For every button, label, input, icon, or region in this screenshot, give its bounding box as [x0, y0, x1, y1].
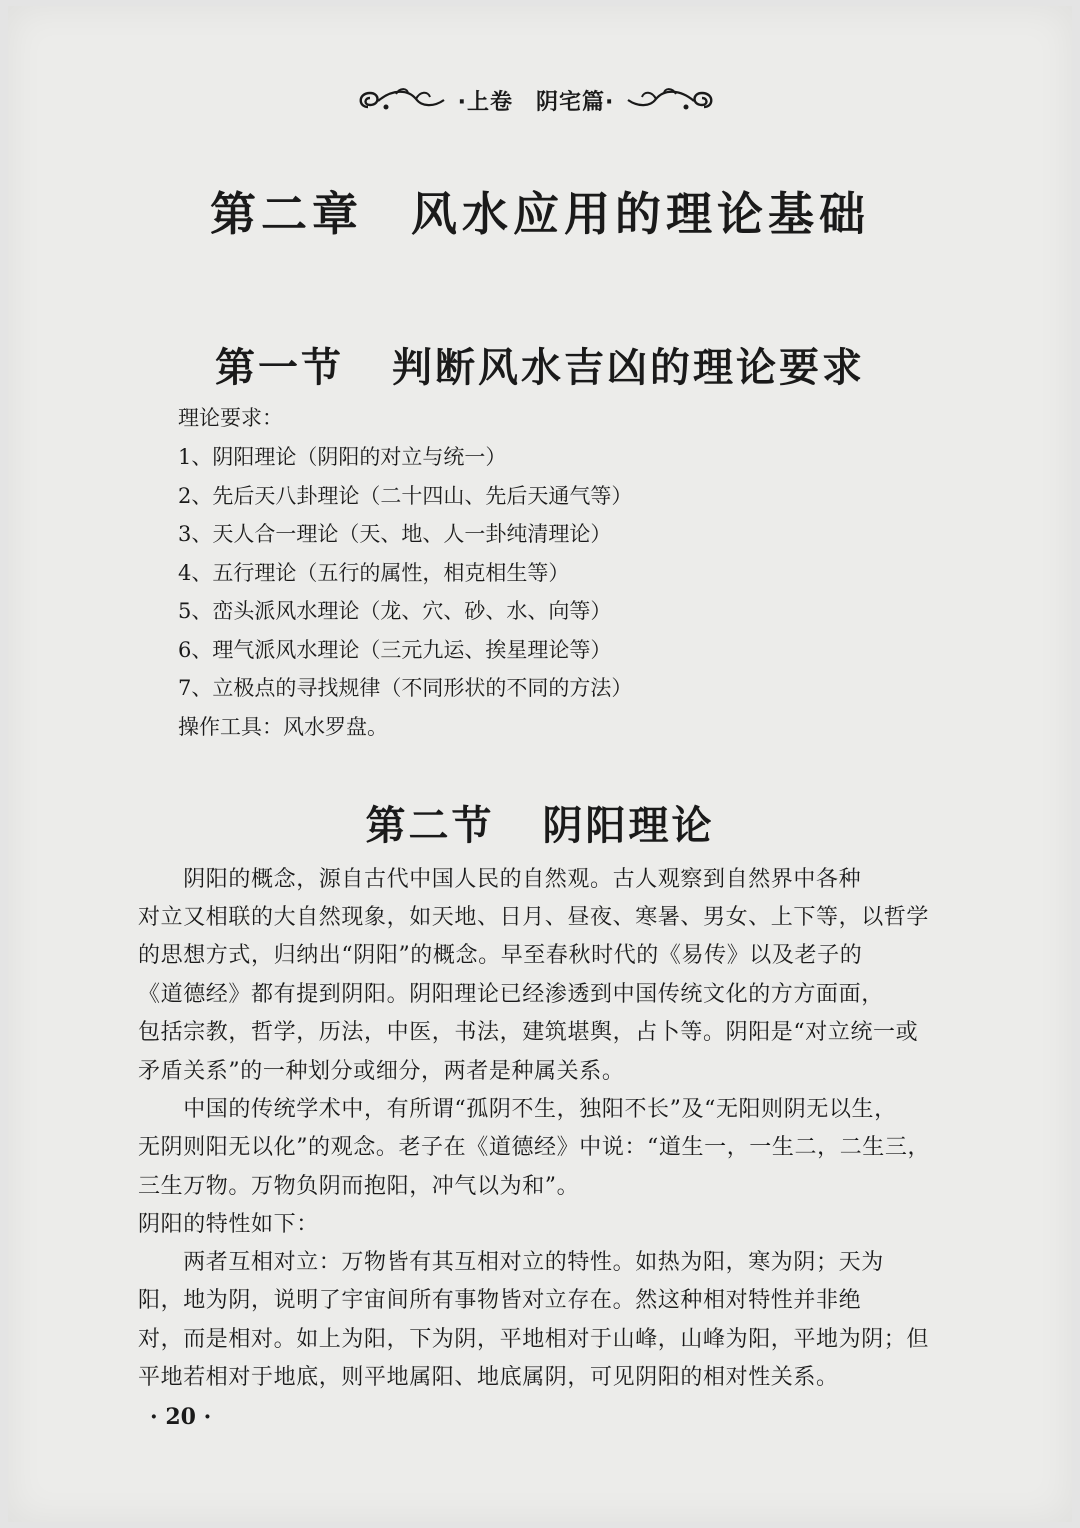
- body-line: 三生万物。万物负阴而抱阳，冲气以为和”。: [138, 1174, 580, 1199]
- body-line: 阴阳的特性如下：: [138, 1212, 319, 1237]
- operating-tool: 操作工具：风水罗盘。: [178, 715, 388, 739]
- header-text: ·上卷 阴宅篇·: [457, 89, 615, 115]
- section-name: 阴阳理论: [542, 802, 715, 849]
- body-line: 无阴则阳无以化”的观念。老子在《道德经》中说：“道生一，一生二，二生三，: [138, 1135, 931, 1160]
- requirement-item: 6、理气派风水理论（三元九运、挨星理论等）: [178, 638, 612, 662]
- section-title-1: [0, 336, 1080, 393]
- section-title-2: [0, 794, 1080, 851]
- chapter-name: 风水应用的理论基础: [411, 187, 870, 241]
- body-line: 平地若相对于地底，则平地属阳、地底属阴，可见阴阳的相对性关系。: [138, 1365, 839, 1390]
- requirement-item: 2、先后天八卦理论（二十四山、先后天通气等）: [178, 484, 633, 508]
- requirement-item: 3、天人合一理论（天、地、人一卦纯清理论）: [178, 522, 612, 546]
- section-number: 第二节: [365, 802, 495, 849]
- requirement-item: 5、峦头派风水理论（龙、穴、砂、水、向等）: [178, 599, 612, 623]
- chapter-number: 第二章: [210, 187, 363, 241]
- chapter-title: [0, 178, 1080, 244]
- page-number: · 20 ·: [150, 1404, 212, 1430]
- body-line: 矛盾关系”的一种划分或细分，两者是种属关系。: [138, 1059, 625, 1084]
- requirements-intro: 理论要求：: [178, 406, 283, 430]
- body-line: 中国的传统学术中，有所谓“孤阴不生，独阳不长”及“无阳则阴无以生，: [138, 1097, 897, 1122]
- section-number: 第一节: [215, 344, 344, 391]
- body-line: 的思想方式，归纳出“阴阳”的概念。早至春秋时代的《易传》以及老子的: [138, 943, 863, 968]
- swirl-ornament-left-icon: [356, 85, 448, 115]
- requirement-item: 1、阴阳理论（阴阳的对立与统一）: [178, 445, 507, 469]
- body-line: 包括宗教，哲学，历法，中医，书法，建筑堪舆，占卜等。阴阳是“对立统一或: [138, 1020, 919, 1045]
- section-name: 判断风水吉凶的理论要求: [392, 344, 865, 391]
- swirl-ornament-right-icon: [624, 85, 716, 115]
- body-line: 对立又相联的大自然现象，如天地、日月、昼夜、寒暑、男女、上下等，以哲学: [138, 905, 930, 930]
- body-line: 两者互相对立：万物皆有其互相对立的特性。如热为阳，寒为阴；天为: [138, 1250, 884, 1275]
- body-line: 《道德经》都有提到阴阳。阴阳理论已经渗透到中国传统文化的方方面面，: [138, 982, 884, 1007]
- requirement-item: 7、立极点的寻找规律（不同形状的不同的方法）: [178, 676, 633, 700]
- body-line: 阳，地为阴，说明了宇宙间所有事物皆对立存在。然这种相对特性并非绝: [138, 1288, 862, 1313]
- body-line: 对，而是相对。如上为阳，下为阴，平地相对于山峰，山峰为阳，平地为阴；但: [138, 1327, 930, 1352]
- body-line: 阴阳的概念，源自古代中国人民的自然观。古人观察到自然界中各种: [138, 867, 862, 892]
- requirement-item: 4、五行理论（五行的属性，相克相生等）: [178, 561, 570, 585]
- running-header: [336, 78, 736, 122]
